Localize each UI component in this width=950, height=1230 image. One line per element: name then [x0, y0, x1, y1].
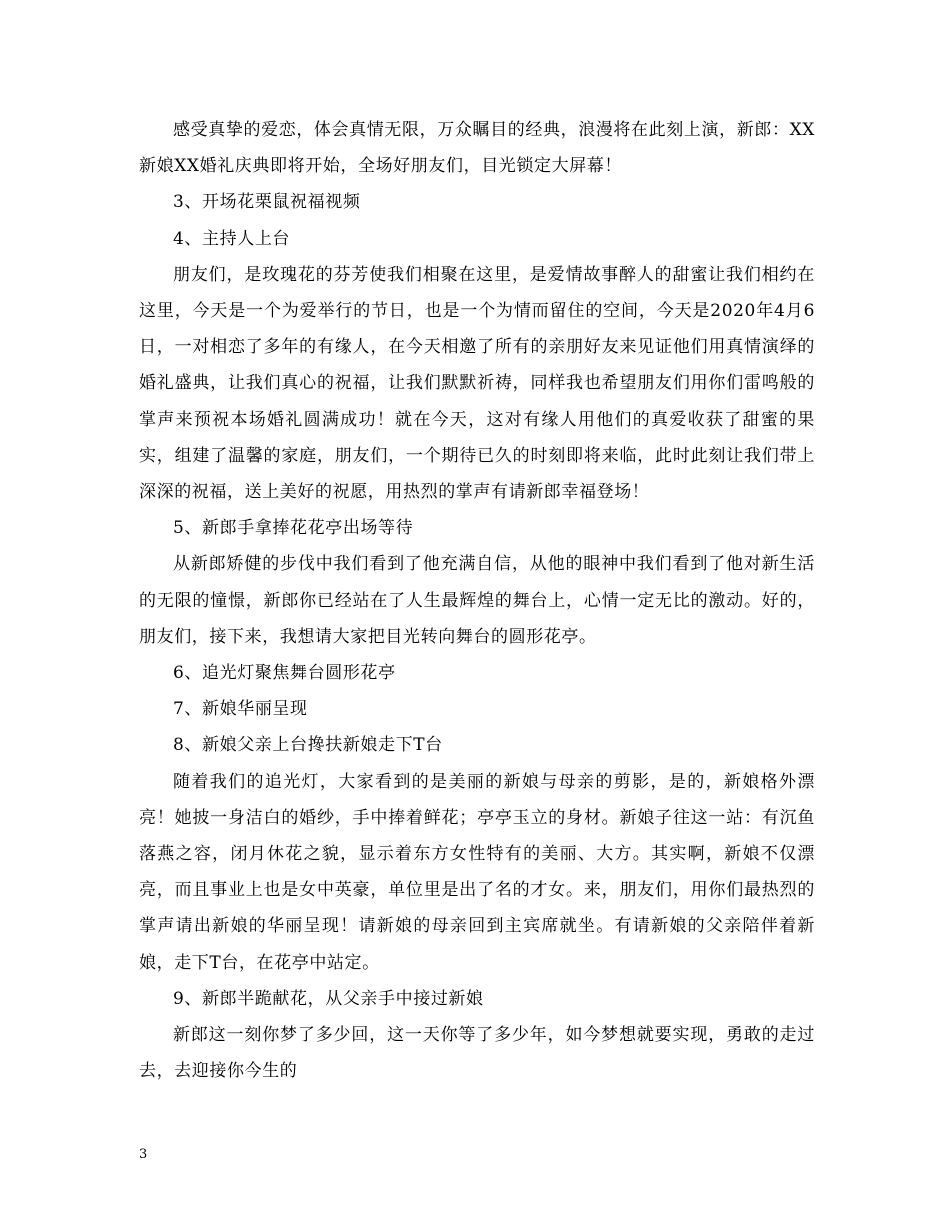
- paragraph-intro: 感受真挚的爱恋，体会真情无限，万众瞩目的经典，浪漫将在此刻上演，新郎：XX新娘XX婚礼庆典即将开始，全场好朋友们，目光锁定大屏幕！: [139, 120, 815, 177]
- list-item-8: 8、新娘父亲上台搀扶新娘走下T台: [173, 735, 443, 756]
- list-item-3: 3、开场花栗鼠祝福视频: [173, 192, 361, 213]
- paragraph-bride: 随着我们的追光灯，大家看到的是美丽的新娘与母亲的剪影，是的，新娘格外漂亮！她披一身洁白的婚纱，手中捧着鲜花；亭亭玉立的身材。新娘子往这一站：有沉鱼落燕之容，闭月休花之貌，显示着东方女性特有的美丽、大方。其实啊，新娘不仅漂亮，而且事业上也是女中英豪，单位里是出了名的才女。来，朋友们，用你们最热烈的掌声请出新娘的华丽呈现！请新娘的母亲回到主宾席就坐。有请新娘的父亲陪伴着新娘，走下T台，在花亭中站定。: [139, 771, 815, 973]
- page-number: 3: [139, 1147, 148, 1162]
- list-item-6: 6、追光灯聚焦舞台圆形花亭: [173, 663, 396, 684]
- list-item-4: 4、主持人上台: [173, 228, 291, 249]
- list-item-9: 9、新郎半跪献花，从父亲手中接过新娘: [173, 988, 484, 1009]
- document-body: [139, 112, 815, 1089]
- list-item-7: 7、新娘华丽呈现: [173, 699, 308, 720]
- list-item-5: 5、新郎手拿捧花花亭出场等待: [173, 518, 414, 539]
- paragraph-host-speech: 朋友们，是玫瑰花的芬芳使我们相聚在这里，是爱情故事醉人的甜蜜让我们相约在这里，今天是一个为爱举行的节日，也是一个为情而留住的空间，今天是2020年4月6日，一对相恋了多年的有缘人，在今天相邀了所有的亲朋好友来见证他们用真情演绎的婚礼盛典，让我们真心的祝福，让我们默默祈祷，同样我也希望朋友们用你们雷鸣般的掌声来预祝本场婚礼圆满成功！就在今天，这对有缘人用他们的真爱收获了甜蜜的果实，组建了温馨的家庭，朋友们，一个期待已久的时刻即将来临，此时此刻让我们带上深深的祝福，送上美好的祝愿，用热烈的掌声有请新郎幸福登场！: [139, 264, 815, 503]
- paragraph-closing: 新郎这一刻你梦了多少回，这一天你等了多少年，如今梦想就要实现，勇敢的走过去，去迎接你今生的: [139, 1025, 815, 1082]
- paragraph-groom: 从新郎矫健的步伐中我们看到了他充满自信，从他的眼神中我们看到了他对新生活的无限的憧憬，新郎你已经站在了人生最辉煌的舞台上，心情一定无比的激动。好的，朋友们，接下来，我想请大家把目光转向舞台的圆形花亭。: [139, 554, 815, 647]
